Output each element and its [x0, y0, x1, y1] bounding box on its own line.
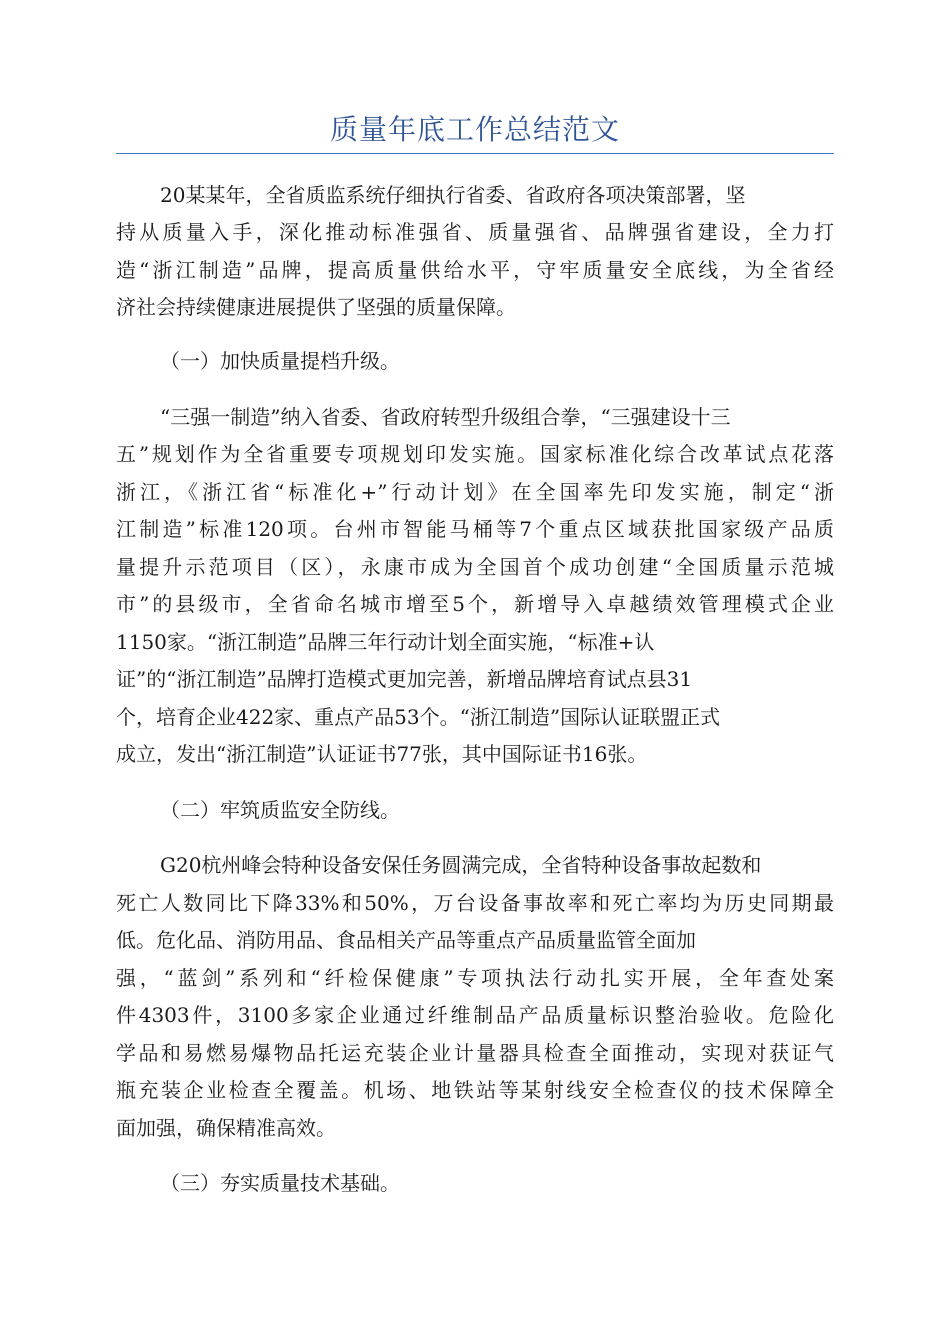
paragraph-line: 瓶充装企业检查全覆盖。机场、地铁站等某射线安全检查仪的技术保障全 [116, 1078, 834, 1102]
section-heading: （三）夯实质量技术基础。 [160, 1171, 400, 1195]
paragraph-line: 件4303件，3100多家企业通过纤维制品产品质量标识整治验收。危险化 [116, 1003, 834, 1027]
paragraph-line: 学品和易燃易爆物品托运充装企业计量器具检查全面推动，实现对获证气 [116, 1041, 834, 1065]
title-underline [116, 153, 834, 154]
document-title: 质量年底工作总结范文 [329, 113, 620, 146]
paragraph-line: 低。危化品、消防用品、食品相关产品等重点产品质量监管全面加 [116, 928, 696, 952]
paragraph-line: 浙江，《浙江省“标准化+”行动计划》在全国率先印发实施，制定“浙 [116, 480, 834, 504]
paragraph-line: 个，培育企业422家、重点产品53个。“浙江制造”国际认证联盟正式 [116, 705, 721, 729]
paragraph-line: “三强一制造”纳入省委、省政府转型升级组合拳，“三强建设十三 [160, 405, 731, 429]
paragraph-line: 强，“蓝剑”系列和“纤检保健康”专项执法行动扎实开展，全年查处案 [116, 966, 834, 990]
section-heading: （一）加快质量提档升级。 [160, 349, 400, 373]
paragraph-line: 持从质量入手，深化推动标准强省、质量强省、品牌强省建设，全力打 [116, 220, 834, 244]
paragraph-line: 1150家。“浙江制造”品牌三年行动计划全面实施，“标准+认 [116, 630, 655, 654]
paragraph-line: 死亡人数同比下降33%和50%，万台设备事故率和死亡率均为历史同期最 [116, 891, 834, 915]
paragraph-line: G20杭州峰会特种设备安保任务圆满完成，全省特种设备事故起数和 [160, 853, 762, 877]
paragraph-line: 证”的“浙江制造”品牌打造模式更加完善，新增品牌培育试点县31 [116, 667, 693, 691]
paragraph-line: 20某某年，全省质监系统仔细执行省委、省政府各项决策部署，坚 [160, 183, 746, 207]
paragraph-line: 量提升示范项目（区），永康市成为全国首个成功创建“全国质量示范城 [116, 555, 834, 579]
paragraph-line: 五”规划作为全省重要专项规划印发实施。国家标准化综合改革试点花落 [116, 442, 834, 466]
paragraph-line: 造“浙江制造”品牌，提高质量供给水平，守牢质量安全底线，为全省经 [116, 258, 834, 282]
paragraph-line: 市”的县级市，全省命名城市增至5个，新增导入卓越绩效管理模式企业 [116, 592, 834, 616]
section-heading: （二）牢筑质监安全防线。 [160, 798, 400, 822]
paragraph-line: 成立，发出“浙江制造”认证证书77张，其中国际证书16张。 [116, 742, 648, 766]
paragraph-line: 江制造”标准120项。台州市智能马桶等7个重点区域获批国家级产品质 [116, 517, 834, 541]
paragraph-line: 济社会持续健康进展提供了坚强的质量保障。 [116, 295, 516, 319]
paragraph-line: 面加强，确保精准高效。 [116, 1116, 336, 1140]
